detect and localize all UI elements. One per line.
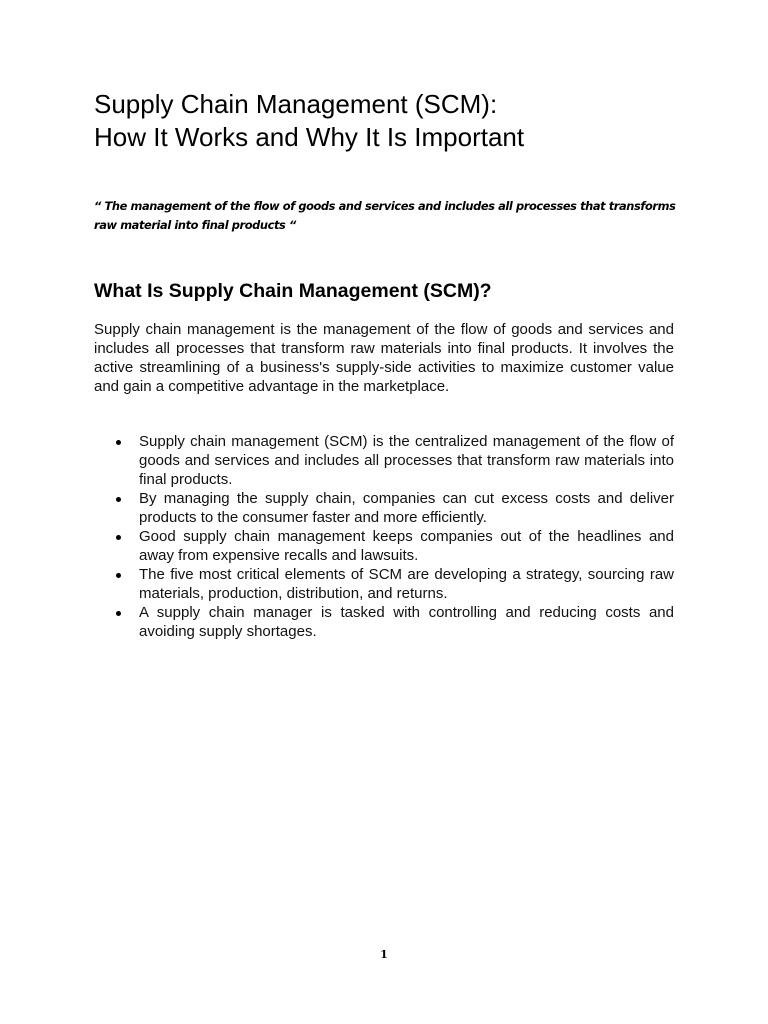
list-item xyxy=(94,603,674,641)
title-line-2: How It Works and Why It Is Important xyxy=(94,122,525,152)
bullet-icon xyxy=(116,497,121,502)
document-title xyxy=(94,88,694,154)
list-item-text: By managing the supply chain, companies can cut excess costs and deliver products to the consumer faster and more efficiently. xyxy=(139,490,674,526)
list-item xyxy=(94,565,674,603)
list-item xyxy=(94,527,674,565)
list-item-text: Good supply chain management keeps companies out of the headlines and away from expensive recalls and lawsuits. xyxy=(139,528,674,564)
key-points-list xyxy=(94,432,674,641)
list-item-text: A supply chain manager is tasked with controlling and reducing costs and avoiding supply shortages. xyxy=(139,604,674,640)
bullet-icon xyxy=(116,611,121,616)
page-number: 1 xyxy=(380,948,388,961)
bullet-icon xyxy=(116,440,121,445)
intro-paragraph: Supply chain management is the management of the flow of goods and services and includes all processes that transform raw materials into final products. It involves the active streamlining of a business's supply-side activities to maximize customer value and gain a competitive advantage in the marketplace. xyxy=(94,321,674,395)
list-item-text: The five most critical elements of SCM are developing a strategy, sourcing raw materials, production, distribution, and returns. xyxy=(139,566,674,602)
bullet-icon xyxy=(116,573,121,578)
list-item-text: Supply chain management (SCM) is the centralized management of the flow of goods and services and includes all processes that transform raw materials into final products. xyxy=(139,433,674,488)
list-item xyxy=(94,432,674,489)
list-item xyxy=(94,489,674,527)
title-line-1: Supply Chain Management (SCM): xyxy=(94,89,498,119)
section-heading: What Is Supply Chain Management (SCM)? xyxy=(94,280,492,302)
bullet-icon xyxy=(116,535,121,540)
definition-quote: “ The management of the flow of goods and services and includes all processes that transforms raw material into final products “ xyxy=(94,199,676,232)
